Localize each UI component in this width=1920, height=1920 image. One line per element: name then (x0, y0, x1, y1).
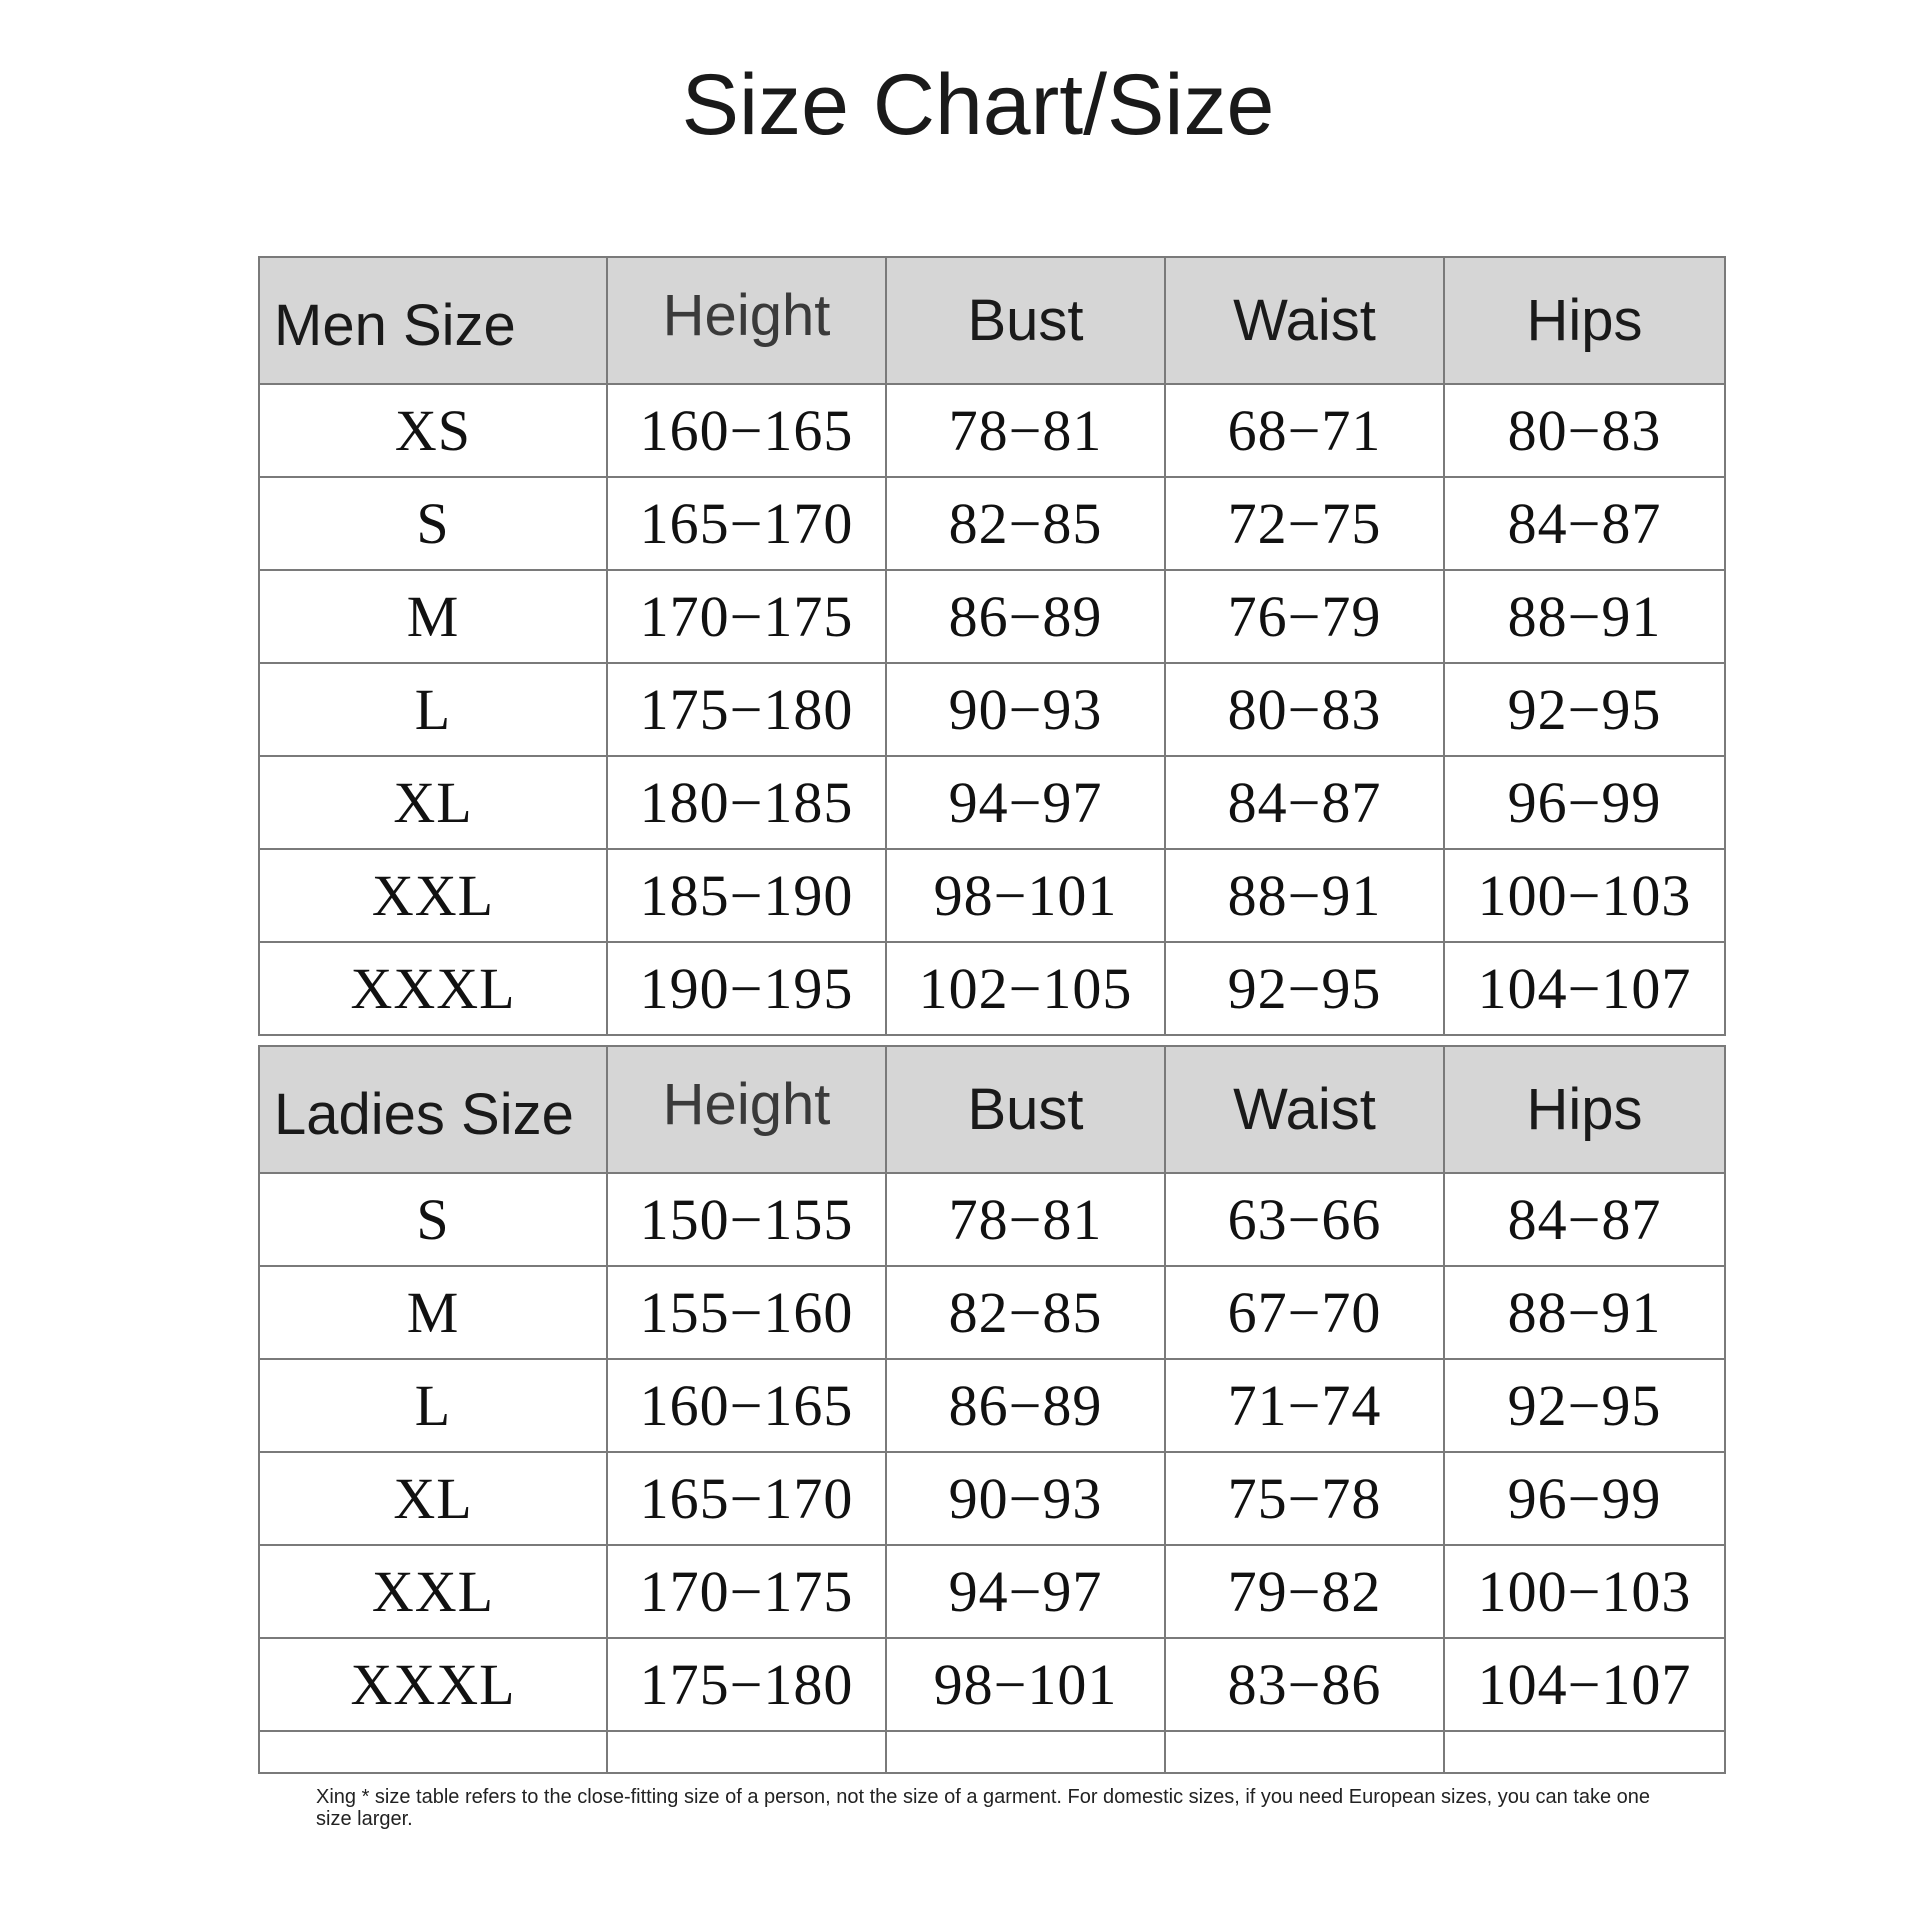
height-cell: 150−155 (607, 1173, 886, 1266)
bust-cell: 78−81 (886, 1173, 1165, 1266)
bust-cell: 98−101 (886, 1638, 1165, 1731)
height-cell: 190−195 (607, 942, 886, 1035)
hips-cell: 92−95 (1444, 1359, 1725, 1452)
height-cell: 185−190 (607, 849, 886, 942)
bust-cell: 90−93 (886, 663, 1165, 756)
height-cell: 160−165 (607, 1359, 886, 1452)
hips-cell: 92−95 (1444, 663, 1725, 756)
table-row (259, 1266, 1725, 1359)
table-row (259, 1545, 1725, 1638)
waist-cell: 75−78 (1165, 1452, 1444, 1545)
bust-cell: 102−105 (886, 942, 1165, 1035)
header-bust: Bust (886, 257, 1165, 384)
hips-cell: 100−103 (1444, 1545, 1725, 1638)
table-row (259, 1638, 1725, 1731)
size-cell: XXL (259, 1545, 607, 1638)
table-row (259, 756, 1725, 849)
waist-cell: 80−83 (1165, 663, 1444, 756)
table-row (259, 849, 1725, 942)
size-cell: S (259, 477, 607, 570)
table-row (259, 1173, 1725, 1266)
bust-cell: 78−81 (886, 384, 1165, 477)
empty-cell (259, 1731, 607, 1773)
hips-cell: 104−107 (1444, 942, 1725, 1035)
table-header-row (259, 1046, 1725, 1173)
waist-cell: 68−71 (1165, 384, 1444, 477)
size-cell: M (259, 1266, 607, 1359)
page-title: Size Chart/Size (681, 57, 1275, 153)
bust-cell: 98−101 (886, 849, 1165, 942)
hips-cell: 84−87 (1444, 477, 1725, 570)
bust-cell: 90−93 (886, 1452, 1165, 1545)
empty-cell (607, 1731, 886, 1773)
empty-cell (1444, 1731, 1725, 1773)
header-waist: Waist (1165, 1046, 1444, 1173)
header-height: Height (607, 257, 886, 384)
size-cell: XXXL (259, 1638, 607, 1731)
bust-cell: 94−97 (886, 756, 1165, 849)
waist-cell: 83−86 (1165, 1638, 1444, 1731)
waist-cell: 63−66 (1165, 1173, 1444, 1266)
waist-cell: 72−75 (1165, 477, 1444, 570)
bust-cell: 94−97 (886, 1545, 1165, 1638)
hips-cell: 84−87 (1444, 1173, 1725, 1266)
blank-row (259, 1731, 1725, 1773)
size-cell: XS (259, 384, 607, 477)
header-bust: Bust (886, 1046, 1165, 1173)
hips-cell: 96−99 (1444, 756, 1725, 849)
men-size-table (258, 256, 1726, 1036)
ladies-size-table (258, 1045, 1726, 1774)
table-row (259, 1359, 1725, 1452)
empty-cell (1165, 1731, 1444, 1773)
size-cell: XL (259, 756, 607, 849)
header-hips: Hips (1444, 1046, 1725, 1173)
hips-cell: 104−107 (1444, 1638, 1725, 1731)
table-row (259, 942, 1725, 1035)
size-cell: L (259, 1359, 607, 1452)
waist-cell: 88−91 (1165, 849, 1444, 942)
footnote: Xing * size table refers to the close-fitting size of a person, not the size of a garment. For domestic sizes, if you need European sizes, you can take one size larger. (316, 1786, 1651, 1830)
size-cell: XXXL (259, 942, 607, 1035)
header-waist: Waist (1165, 257, 1444, 384)
bust-cell: 86−89 (886, 1359, 1165, 1452)
size-cell: L (259, 663, 607, 756)
size-cell: S (259, 1173, 607, 1266)
height-cell: 175−180 (607, 1638, 886, 1731)
bust-cell: 86−89 (886, 570, 1165, 663)
height-cell: 165−170 (607, 477, 886, 570)
waist-cell: 71−74 (1165, 1359, 1444, 1452)
header-men-size: Men Size (259, 257, 607, 384)
waist-cell: 84−87 (1165, 756, 1444, 849)
height-cell: 170−175 (607, 1545, 886, 1638)
hips-cell: 96−99 (1444, 1452, 1725, 1545)
waist-cell: 79−82 (1165, 1545, 1444, 1638)
table-row (259, 384, 1725, 477)
header-height: Height (607, 1046, 886, 1173)
header-ladies-size: Ladies Size (259, 1046, 607, 1173)
bust-cell: 82−85 (886, 477, 1165, 570)
height-cell: 175−180 (607, 663, 886, 756)
hips-cell: 88−91 (1444, 570, 1725, 663)
header-hips: Hips (1444, 257, 1725, 384)
waist-cell: 67−70 (1165, 1266, 1444, 1359)
hips-cell: 80−83 (1444, 384, 1725, 477)
height-cell: 170−175 (607, 570, 886, 663)
height-cell: 180−185 (607, 756, 886, 849)
size-cell: XL (259, 1452, 607, 1545)
size-cell: XXL (259, 849, 607, 942)
table-row (259, 477, 1725, 570)
size-cell: M (259, 570, 607, 663)
table-row (259, 663, 1725, 756)
hips-cell: 88−91 (1444, 1266, 1725, 1359)
height-cell: 155−160 (607, 1266, 886, 1359)
height-cell: 165−170 (607, 1452, 886, 1545)
table-row (259, 1452, 1725, 1545)
table-row (259, 570, 1725, 663)
hips-cell: 100−103 (1444, 849, 1725, 942)
table-header-row (259, 257, 1725, 384)
waist-cell: 92−95 (1165, 942, 1444, 1035)
empty-cell (886, 1731, 1165, 1773)
height-cell: 160−165 (607, 384, 886, 477)
waist-cell: 76−79 (1165, 570, 1444, 663)
bust-cell: 82−85 (886, 1266, 1165, 1359)
